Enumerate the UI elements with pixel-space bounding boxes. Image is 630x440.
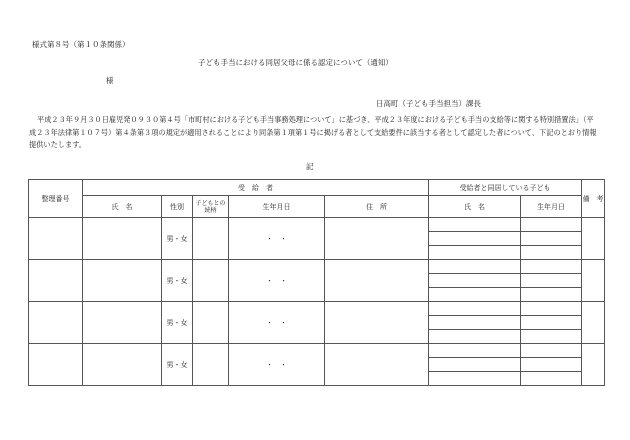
- relation-cell[interactable]: [193, 218, 229, 260]
- header-jusho: 住 所: [325, 196, 429, 218]
- gender-cell: 男・女: [162, 218, 193, 260]
- child-name-cell[interactable]: [429, 260, 521, 274]
- relation-cell[interactable]: [193, 260, 229, 302]
- child-birth-date-cell[interactable]: [521, 302, 582, 316]
- child-name-cell[interactable]: [429, 330, 521, 344]
- ki-label: 記: [306, 162, 314, 171]
- child-name-cell[interactable]: [429, 358, 521, 372]
- remarks-cell[interactable]: [582, 218, 605, 260]
- child-birth-date-cell[interactable]: [521, 260, 582, 274]
- table-row: [29, 218, 605, 232]
- header-biko: 備 考: [582, 180, 605, 218]
- body-text: 平成２３年９月３０日雇児発０９３０第４号「市町村における子ども手当事務処理について」に基づき、平成２３年度における子ども手当の支給等に関する特別措置法」（平成２３年法律第１０７号）第４条第３項の規定が適用されることにより同条第１項第１号に掲げる者として支給要件に該当する者として認定した者について、下記のとおり情報提供いたします。: [29, 115, 597, 149]
- header-seibetsu: 性別: [162, 196, 193, 218]
- birth-date-cell: ・ ・: [229, 260, 325, 302]
- child-name-cell[interactable]: [429, 344, 521, 358]
- birth-date-cell: ・ ・: [229, 218, 325, 260]
- sender: 日高町（子ども手当担当）課長: [376, 99, 481, 108]
- header-doukyo-kodomo: 受給者と同居している子ども: [429, 180, 582, 196]
- form-number: 様式第８号（第１０条関係）: [32, 40, 130, 49]
- recipient-name-cell[interactable]: [83, 260, 162, 302]
- child-birth-date-cell[interactable]: [521, 344, 582, 358]
- table-row: [29, 260, 605, 274]
- header-jukyusha: 受 給 者: [83, 180, 429, 196]
- gender-cell: 男・女: [162, 302, 193, 344]
- recipient-name-cell[interactable]: [83, 344, 162, 386]
- addressee-suffix: 様: [106, 76, 114, 85]
- seiri-bango-cell[interactable]: [29, 260, 83, 302]
- table-row: [29, 302, 605, 316]
- child-name-cell[interactable]: [429, 232, 521, 246]
- table-row: [29, 344, 605, 358]
- gender-cell: 男・女: [162, 344, 193, 386]
- relation-cell[interactable]: [193, 302, 229, 344]
- remarks-cell[interactable]: [582, 260, 605, 302]
- recipient-name-cell[interactable]: [83, 302, 162, 344]
- document-title: 子ども手当における同居父母に係る認定について（通知）: [198, 58, 393, 67]
- child-name-cell[interactable]: [429, 316, 521, 330]
- address-cell[interactable]: [325, 302, 429, 344]
- body-paragraph: [29, 114, 597, 152]
- birth-date-cell: ・ ・: [229, 302, 325, 344]
- child-birth-date-cell[interactable]: [521, 288, 582, 302]
- child-name-cell[interactable]: [429, 288, 521, 302]
- recipient-name-cell[interactable]: [83, 218, 162, 260]
- header-seiri-bango: 整理番号: [29, 180, 83, 218]
- header-seinengappi: 生年月日: [229, 196, 325, 218]
- child-name-cell[interactable]: [429, 218, 521, 232]
- remarks-cell[interactable]: [582, 344, 605, 386]
- child-birth-date-cell[interactable]: [521, 274, 582, 288]
- address-cell[interactable]: [325, 218, 429, 260]
- child-birth-date-cell[interactable]: [521, 372, 582, 386]
- relation-cell[interactable]: [193, 344, 229, 386]
- child-name-cell[interactable]: [429, 246, 521, 260]
- address-cell[interactable]: [325, 344, 429, 386]
- info-table: [28, 179, 605, 386]
- remarks-cell[interactable]: [582, 302, 605, 344]
- child-name-cell[interactable]: [429, 302, 521, 316]
- child-birth-date-cell[interactable]: [521, 330, 582, 344]
- address-cell[interactable]: [325, 260, 429, 302]
- header-kodomo-shimei: 氏 名: [429, 196, 521, 218]
- child-birth-date-cell[interactable]: [521, 218, 582, 232]
- header-kodomo-seinengappi: 生年月日: [521, 196, 582, 218]
- gender-cell: 男・女: [162, 260, 193, 302]
- birth-date-cell: ・ ・: [229, 344, 325, 386]
- child-name-cell[interactable]: [429, 274, 521, 288]
- child-birth-date-cell[interactable]: [521, 232, 582, 246]
- seiri-bango-cell[interactable]: [29, 302, 83, 344]
- child-birth-date-cell[interactable]: [521, 316, 582, 330]
- child-name-cell[interactable]: [429, 372, 521, 386]
- child-birth-date-cell[interactable]: [521, 358, 582, 372]
- seiri-bango-cell[interactable]: [29, 218, 83, 260]
- child-birth-date-cell[interactable]: [521, 246, 582, 260]
- header-zokugara: 子どもとの続柄: [193, 196, 229, 218]
- header-shimei: 氏 名: [83, 196, 162, 218]
- seiri-bango-cell[interactable]: [29, 344, 83, 386]
